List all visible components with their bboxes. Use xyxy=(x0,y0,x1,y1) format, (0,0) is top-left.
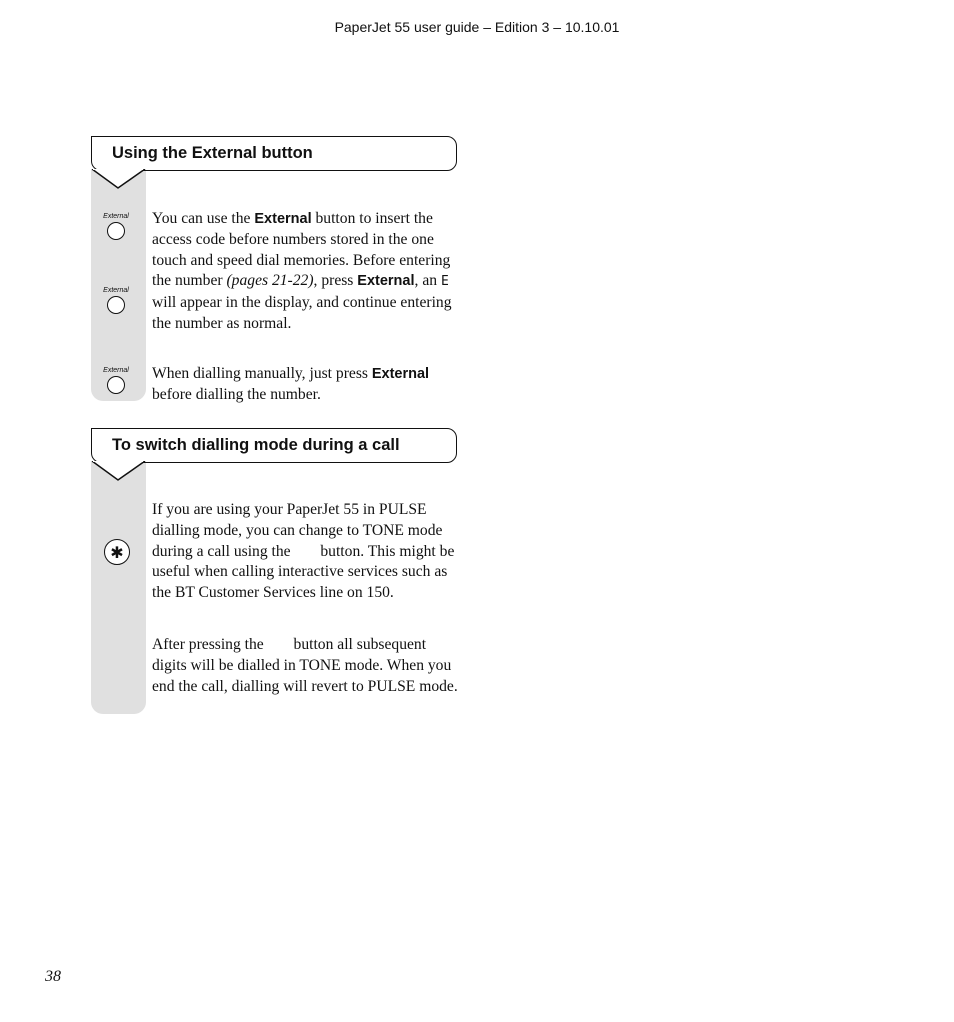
star-button-icon: ✱ xyxy=(104,539,130,565)
section-title: To switch dialling mode during a call xyxy=(112,436,400,454)
external-button-label: External xyxy=(103,367,129,374)
button-circle xyxy=(107,222,125,240)
body-paragraph xyxy=(152,364,462,406)
text: will appear in the display, and continue entering the number as normal. xyxy=(152,294,452,332)
section-title-box xyxy=(91,136,457,171)
keyword-external: External xyxy=(357,273,415,290)
button-circle xyxy=(107,296,125,314)
text: button all subsequent digits will be dialled in TONE mode. When you end the call, dialling will revert to PULSE mode. xyxy=(152,636,458,695)
external-button-icon xyxy=(103,212,129,240)
page-reference: (pages 21-22) xyxy=(226,272,314,290)
text: , an xyxy=(414,272,441,290)
button-circle xyxy=(107,376,125,394)
text: , press xyxy=(313,272,358,290)
page-header: PaperJet 55 user guide – Edition 3 – 10.10.01 xyxy=(334,19,620,35)
external-button-label: External xyxy=(103,287,129,294)
external-button-icon xyxy=(103,286,129,314)
text: If you are using your PaperJet 55 in PULSE dialling mode, you can change to TONE mode during a call using the xyxy=(152,501,443,560)
display-character: E xyxy=(440,274,449,290)
keyword-external: External xyxy=(254,211,312,227)
keyword-external: External xyxy=(371,366,430,382)
external-button-label: External xyxy=(103,213,129,220)
text: When dialling manually, just press xyxy=(152,365,372,382)
section-title: Using the External button xyxy=(112,144,313,162)
body-paragraph xyxy=(152,209,462,335)
section-sidebar xyxy=(91,462,146,714)
section-external-button xyxy=(91,136,461,406)
title-pointer xyxy=(91,461,151,483)
page-number: 38 xyxy=(45,968,61,985)
section-title-box xyxy=(91,428,457,463)
section-switch-dialling-mode xyxy=(91,428,461,718)
text: button. This might be useful when calling interactive services such as the BT Customer Services line on 150. xyxy=(152,542,455,602)
external-button-icon xyxy=(103,366,129,394)
title-pointer xyxy=(91,169,151,191)
text: before dialling the number. xyxy=(152,385,321,403)
text: You can use the xyxy=(152,210,255,227)
text: button to insert the access code before numbers stored in the one touch and speed dial memories. Before entering the number xyxy=(152,210,451,290)
body-paragraph xyxy=(152,500,462,604)
body-paragraph xyxy=(152,635,462,697)
text: After pressing the xyxy=(152,636,268,653)
